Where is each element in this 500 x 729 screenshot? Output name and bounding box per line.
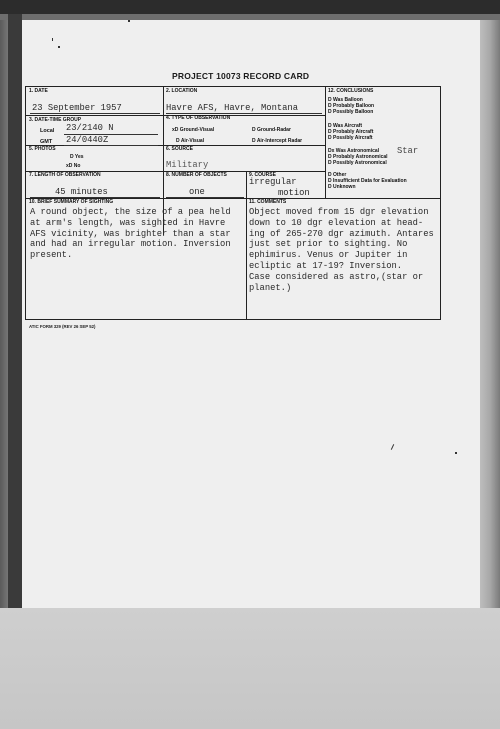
course-value-line2: motion bbox=[278, 188, 310, 198]
summary-text: A round object, the size of a pea held at arm's length, was sighted in Havre AFS vicinity, was brighter than a star and had an irregular motion. Inversion present. bbox=[30, 207, 231, 261]
gmt-label: GMT bbox=[40, 139, 53, 145]
date-label: 1. DATE bbox=[29, 88, 48, 94]
conclusion-option: D Probably Astronomical bbox=[328, 154, 388, 160]
num-objects-value: one bbox=[189, 187, 205, 197]
observation-type-label: 4. TYPE OF OBSERVATION bbox=[166, 115, 231, 121]
photos-yes: D Yes bbox=[70, 154, 84, 160]
local-label: Local bbox=[40, 128, 55, 134]
scan-top-edge bbox=[0, 0, 500, 14]
source-label: 6. SOURCE bbox=[166, 146, 193, 152]
observation-ground-radar: D Ground-Radar bbox=[252, 127, 291, 133]
conclusion-option: D Insufficient Data for Evaluation bbox=[328, 178, 407, 184]
date-value: 23 September 1957 bbox=[32, 103, 122, 113]
conclusion-option: D Other bbox=[328, 172, 347, 178]
datetime-group-label: 3. DATE-TIME GROUP bbox=[29, 117, 82, 123]
conclusion-option: D Probably Balloon bbox=[328, 103, 375, 109]
local-time-value: 23/2140 N bbox=[66, 123, 114, 133]
photos-label: 5. PHOTOS bbox=[29, 146, 56, 152]
card-title: PROJECT 10073 RECORD CARD bbox=[172, 71, 310, 81]
observation-ground-visual: xD Ground-Visual bbox=[172, 127, 215, 133]
observation-air-intercept-radar: D Air-Intercept Radar bbox=[252, 138, 303, 144]
conclusion-option: D Possibly Aircraft bbox=[328, 135, 373, 141]
comments-text: Object moved from 15 dgr elevation down to 10 dgr elevation at head- ing of 265-270 dgr azimuth. Antares just set prior to sighting. No ephimirus. Venus or Jupiter in ecliptic at 17-19? Inversion. Case considered as astro,(star or planet.) bbox=[249, 207, 434, 293]
course-label: 9. COURSE bbox=[249, 172, 276, 178]
conclusion-option: D Was Aircraft bbox=[328, 123, 363, 129]
conclusion-option: Dx Was Astronomical bbox=[328, 148, 380, 154]
location-label: 2. LOCATION bbox=[166, 88, 198, 94]
form-id: ATIC FORM 329 (REV 26 SEP 52) bbox=[29, 324, 96, 329]
record-card bbox=[25, 86, 441, 320]
course-value-line1: irregular bbox=[249, 177, 297, 187]
observation-air-visual: D Air-Visual bbox=[176, 138, 205, 144]
gmt-time-value: 24/0440Z bbox=[66, 135, 109, 145]
conclusion-option: D Possibly Astronomical bbox=[328, 160, 387, 166]
length-value: 45 minutes bbox=[55, 187, 108, 197]
scan-left-edge bbox=[8, 14, 22, 614]
conclusion-option: D Was Balloon bbox=[328, 97, 363, 103]
num-objects-label: 8. NUMBER OF OBJECTS bbox=[166, 172, 227, 178]
length-label: 7. LENGTH OF OBSERVATION bbox=[29, 172, 101, 178]
photos-no: xD No bbox=[66, 163, 81, 169]
scan-lower-area bbox=[0, 608, 500, 729]
source-value: Military bbox=[166, 160, 209, 170]
conclusion-option: D Probably Aircraft bbox=[328, 129, 374, 135]
summary-label: 10. BRIEF SUMMARY OF SIGHTING bbox=[29, 199, 114, 205]
location-value: Havre AFS, Havre, Montana bbox=[166, 103, 298, 113]
astro-note: Star bbox=[397, 146, 419, 156]
conclusion-option: D Unknown bbox=[328, 184, 356, 190]
conclusion-option: D Possibly Balloon bbox=[328, 109, 374, 115]
comments-label: 11. COMMENTS bbox=[249, 199, 287, 205]
conclusions-label: 12. CONCLUSIONS bbox=[328, 88, 374, 94]
